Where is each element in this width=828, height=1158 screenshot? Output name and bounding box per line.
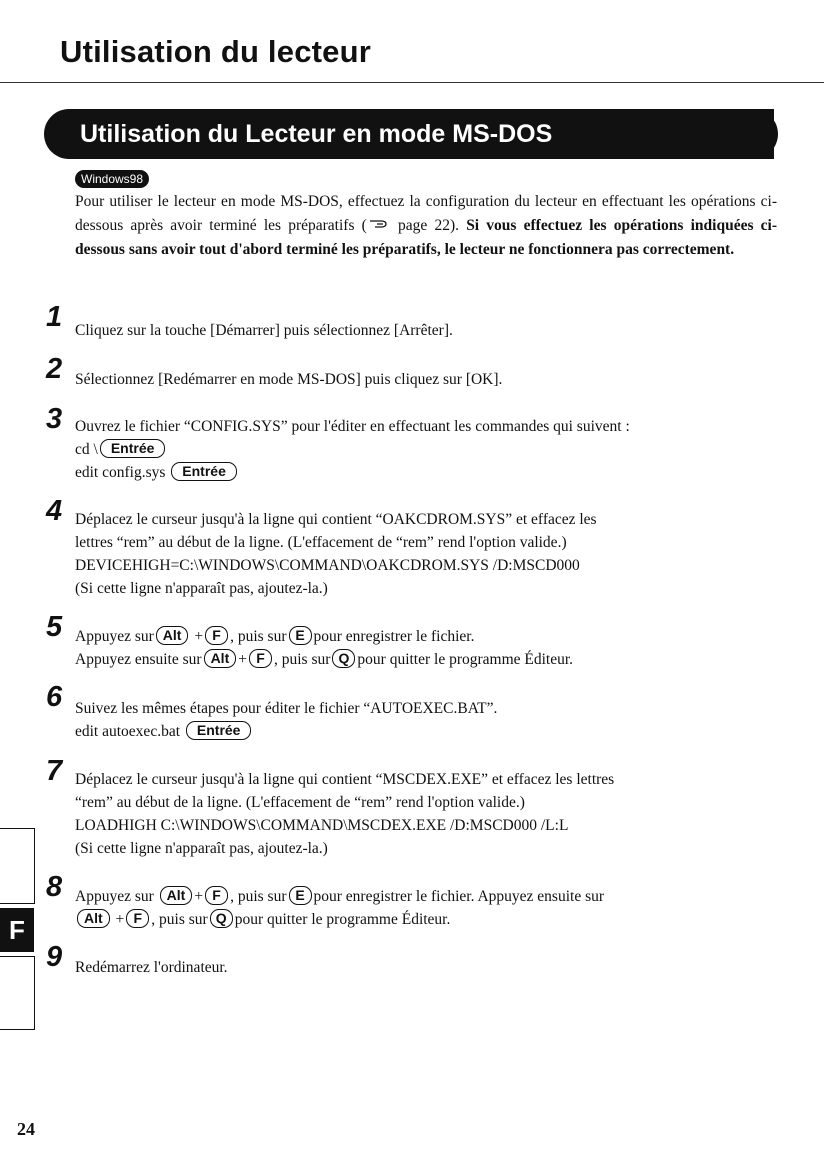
step-note: (Si cette ligne n'apparaît pas, ajoutez-la.) xyxy=(75,580,328,597)
f-key: F xyxy=(205,886,228,905)
step-number: 2 xyxy=(46,353,63,385)
step-text: Déplacez le curseur jusqu'à la ligne qui contient “OAKCDROM.SYS” et effacez les xyxy=(75,511,597,528)
alt-key: Alt xyxy=(204,649,237,668)
step-text: pour quitter le programme Éditeur. xyxy=(234,911,451,928)
alt-key: Alt xyxy=(156,626,189,645)
step-text: Appuyez ensuite sur xyxy=(75,651,202,668)
step-text: pour enregistrer le fichier. xyxy=(313,628,475,645)
step-text: Suivez les mêmes étapes pour éditer le fichier “AUTOEXEC.BAT”. xyxy=(75,700,498,717)
intro-warning: Si vous effectuez les opérations indiquées ci-dessous sans avoir tout d'abord terminé les préparatifs, le lecteur ne fonctionnera pas correctement. xyxy=(75,216,778,258)
alt-key: Alt xyxy=(160,886,193,905)
step-text: Appuyez sur xyxy=(75,888,154,905)
q-key: Q xyxy=(210,909,233,928)
q-key: Q xyxy=(332,649,355,668)
command-devicehigh: DEVICEHIGH=C:\WINDOWS\COMMAND\OAKCDROM.SYS /D:MSCD000 xyxy=(75,557,580,574)
step-text: lettres “rem” au début de la ligne. (L'effacement de “rem” rend l'option valide.) xyxy=(75,534,567,551)
step-number: 6 xyxy=(46,681,63,713)
step-number: 7 xyxy=(46,755,63,787)
enter-key: Entrée xyxy=(100,439,166,458)
step-note: (Si cette ligne n'apparaît pas, ajoutez-la.) xyxy=(75,840,328,857)
intro-text: Pour utiliser le lecteur en mode MS-DOS, effectuez la configuration du lecteur en effectuant les opérations ci-dessous après avoir terminé les préparatifs ( xyxy=(75,193,777,234)
step-text: Redémarrez l'ordinateur. xyxy=(75,959,228,976)
e-key: E xyxy=(289,626,312,645)
side-index-bracket-bottom xyxy=(0,956,35,1030)
step-text: , puis sur xyxy=(273,651,331,668)
pointing-hand-icon xyxy=(369,214,389,238)
alt-key: Alt xyxy=(77,909,110,928)
command-cd: cd \ xyxy=(75,441,98,458)
step-number: 1 xyxy=(46,301,63,333)
step-text: , puis sur xyxy=(230,888,287,905)
f-key: F xyxy=(126,909,149,928)
side-index-tab: F xyxy=(0,908,34,952)
section-title-banner: Utilisation du Lecteur en mode MS-DOS xyxy=(44,109,774,159)
step-number: 5 xyxy=(46,611,63,643)
plus-sign: + xyxy=(115,911,125,928)
step-number: 9 xyxy=(46,941,63,973)
plus-sign: + xyxy=(238,651,247,668)
side-index-bracket-top xyxy=(0,828,35,904)
intro-paragraph xyxy=(75,190,777,261)
f-key: F xyxy=(249,649,272,668)
e-key: E xyxy=(289,886,312,905)
step-text: , puis sur xyxy=(230,628,287,645)
enter-key: Entrée xyxy=(171,462,237,481)
intro-page-ref: page 22). xyxy=(398,216,459,234)
step-number: 4 xyxy=(46,495,63,527)
step-text: Sélectionnez [Redémarrer en mode MS-DOS] puis cliquez sur [OK]. xyxy=(75,371,503,388)
plus-sign: + xyxy=(194,888,204,905)
step-number: 3 xyxy=(46,403,63,435)
step-number: 8 xyxy=(46,871,63,903)
plus-sign: + xyxy=(194,628,204,645)
windows98-badge: Windows98 xyxy=(75,170,149,188)
step-text: “rem” au début de la ligne. (L'effacement de “rem” rend l'option valide.) xyxy=(75,794,525,811)
page-number: 24 xyxy=(17,1119,35,1139)
command-edit-config: edit config.sys xyxy=(75,464,166,481)
command-loadhigh: LOADHIGH C:\WINDOWS\COMMAND\MSCDEX.EXE /D:MSCD000 /L:L xyxy=(75,817,569,834)
header-divider xyxy=(0,82,824,83)
command-edit-autoexec: edit autoexec.bat xyxy=(75,723,181,740)
step-text: pour enregistrer le fichier. Appuyez ensuite sur xyxy=(313,888,605,905)
step-text: , puis sur xyxy=(151,911,208,928)
enter-key: Entrée xyxy=(186,721,252,740)
step-text: Ouvrez le fichier “CONFIG.SYS” pour l'éditer en effectuant les commandes qui suivent : xyxy=(75,418,630,435)
step-text: Cliquez sur la touche [Démarrer] puis sélectionnez [Arrêter]. xyxy=(75,322,453,339)
step-text: Déplacez le curseur jusqu'à la ligne qui contient “MSCDEX.EXE” et effacez les lettres xyxy=(75,771,615,788)
step-text: pour quitter le programme Éditeur. xyxy=(357,651,574,668)
f-key: F xyxy=(205,626,228,645)
step-text: Appuyez sur xyxy=(75,628,154,645)
page-header-title: Utilisation du lecteur xyxy=(60,34,371,69)
